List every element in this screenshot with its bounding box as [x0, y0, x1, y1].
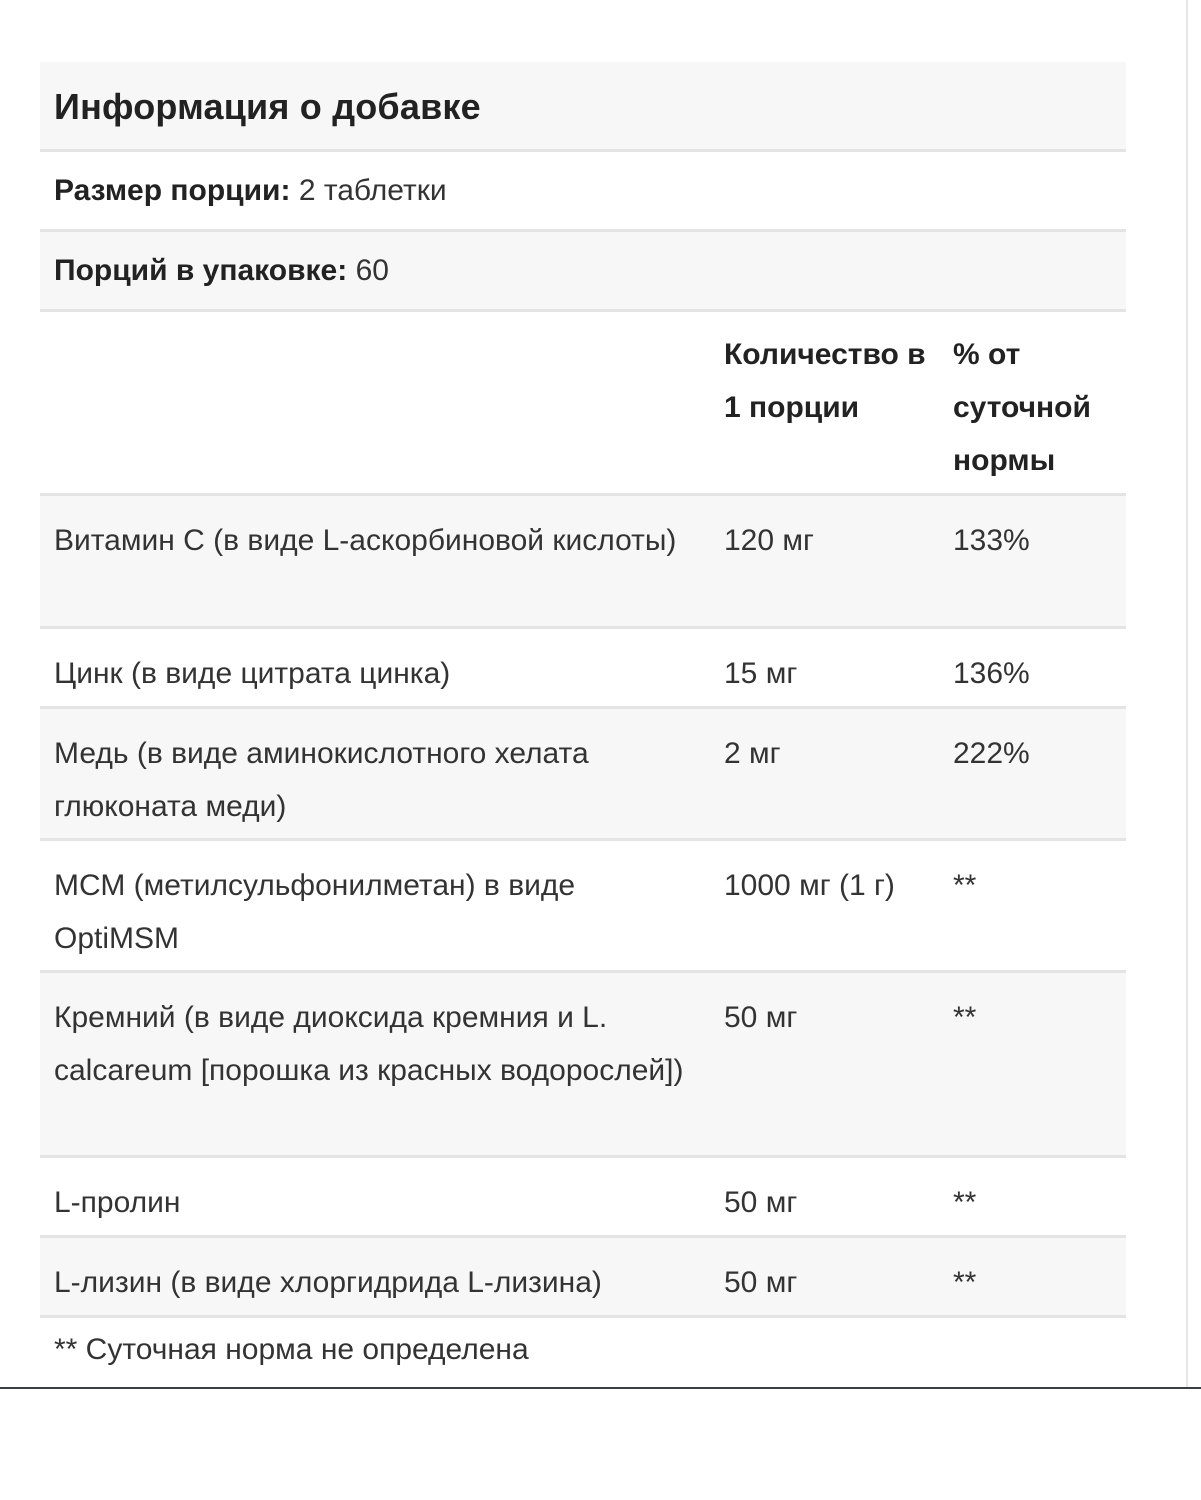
ingredient-daily-value: 133%	[953, 524, 1030, 557]
serving-size	[54, 174, 447, 208]
ingredient-amount: 120 мг	[724, 524, 814, 557]
title-row	[40, 62, 1126, 152]
ingredient-amount: 1000 мг (1 г)	[724, 869, 895, 902]
ingredient-amount: 2 мг	[724, 737, 781, 770]
serving-size-row	[40, 152, 1126, 232]
serving-size-value: 2 таблетки	[298, 174, 447, 207]
ingredient-name: L-лизин (в виде хлоргидрида L-лизина)	[54, 1266, 602, 1299]
ingredient-amount: 50 мг	[724, 1001, 798, 1034]
ingredient-daily-value: **	[953, 1001, 977, 1034]
supplement-facts-panel	[40, 62, 1126, 1318]
panel-title: Информация о добавке	[54, 86, 481, 127]
ingredient-daily-value: **	[953, 1266, 977, 1299]
table-row	[40, 1158, 1126, 1238]
ingredient-amount: 50 мг	[724, 1266, 798, 1299]
servings-per-container-value: 60	[355, 254, 389, 287]
right-edge-divider	[1186, 0, 1188, 1388]
ingredient-amount: 15 мг	[724, 657, 798, 690]
table-row	[40, 973, 1126, 1158]
ingredient-name: Цинк (в виде цитрата цинка)	[54, 657, 451, 690]
ingredient-daily-value: 136%	[953, 657, 1030, 690]
serving-size-label: Размер порции:	[54, 174, 291, 207]
header-amount: Количество в 1 порции	[724, 338, 926, 424]
ingredient-name: Витамин С (в виде L-аскорбиновой кислоты)	[54, 524, 677, 557]
ingredient-daily-value: **	[953, 869, 977, 902]
table-header-row	[40, 312, 1126, 496]
header-daily-value: % от суточной нормы	[953, 338, 1091, 477]
table-row	[40, 1238, 1126, 1318]
ingredient-daily-value: **	[953, 1186, 977, 1219]
servings-per-container-row	[40, 232, 1126, 312]
bottom-divider	[0, 1387, 1201, 1389]
ingredient-name: МСМ (метилсульфонилметан) в виде OptiMSM	[54, 869, 576, 955]
ingredient-daily-value: 222%	[953, 737, 1030, 770]
servings-per-container	[54, 254, 389, 288]
table-row	[40, 629, 1126, 709]
table-row	[40, 841, 1126, 973]
table-row	[40, 496, 1126, 629]
servings-per-container-label: Порций в упаковке:	[54, 254, 348, 287]
table-row	[40, 709, 1126, 841]
ingredient-amount: 50 мг	[724, 1186, 798, 1219]
ingredient-name: Медь (в виде аминокислотного хелата глюконата меди)	[54, 737, 589, 823]
footnote: ** Суточная норма не определена	[54, 1333, 529, 1366]
ingredient-name: L-пролин	[54, 1186, 181, 1219]
ingredient-name: Кремний (в виде диоксида кремния и L. calcareum [порошка из красных водорослей])	[54, 1001, 684, 1087]
